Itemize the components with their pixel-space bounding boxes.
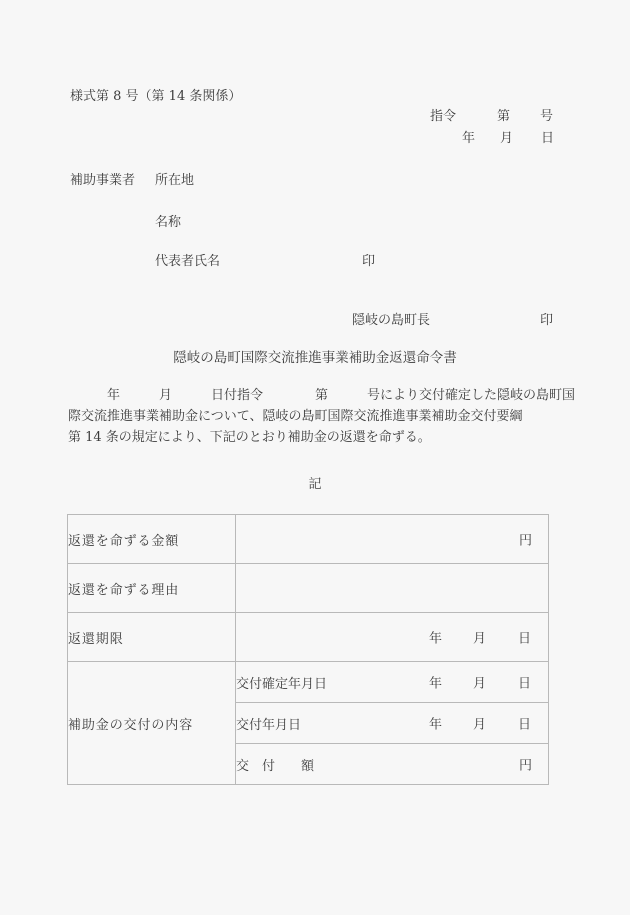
note-marker: 記	[308, 477, 322, 492]
body-line: 第 14 条の規定により、下記のとおり補助金の返還を命ずる。	[68, 430, 431, 445]
body-line: 際交流推進事業補助金について、隠岐の島町国際交流推進事業補助金交付要綱	[68, 409, 523, 424]
party-name-label: 名称	[155, 215, 182, 230]
row-value-grant-confirm-date[interactable]	[236, 662, 549, 703]
day-label: 日	[517, 676, 531, 692]
month-label: 月	[472, 717, 486, 733]
row-value-refund-amount[interactable]	[236, 515, 549, 564]
grant-amount-label: 交 付 額	[236, 758, 315, 774]
grant-date-label: 交付年月日	[236, 717, 302, 733]
row-label-grant-content: 補助金の交付の内容	[68, 662, 236, 785]
body-line: 年 月 日付指令 第 号により交付確定した隠岐の島町国	[68, 388, 576, 403]
order-number-label: 第	[497, 109, 511, 124]
header-day-label: 日	[541, 131, 555, 146]
currency-unit-label: 円	[518, 533, 532, 549]
row-value-grant-amount[interactable]	[236, 744, 549, 785]
document-title: 隠岐の島町国際交流推進事業補助金返還命令書	[173, 350, 457, 366]
year-label: 年	[428, 631, 442, 647]
day-label: 日	[517, 717, 531, 733]
grant-confirm-date-label: 交付確定年月日	[236, 676, 328, 692]
refund-details-table	[67, 514, 549, 785]
header-year-label: 年	[462, 131, 476, 146]
order-label: 指令	[430, 109, 457, 124]
day-label: 日	[517, 631, 531, 647]
table-row	[68, 662, 549, 703]
month-label: 月	[472, 631, 486, 647]
row-label-refund-deadline: 返還期限	[68, 613, 236, 662]
row-value-refund-reason[interactable]	[236, 564, 549, 613]
issuer-seal-marker: 印	[540, 313, 554, 328]
row-label-refund-reason: 返還を命ずる理由	[68, 564, 236, 613]
order-unit-label: 号	[540, 109, 554, 124]
year-label: 年	[428, 717, 442, 733]
party-seal-marker: 印	[362, 254, 376, 269]
party-address-label: 所在地	[155, 173, 195, 188]
form-number: 様式第 8 号（第 14 条関係）	[70, 89, 242, 104]
issuer-title: 隠岐の島町長	[352, 313, 431, 328]
row-label-refund-amount: 返還を命ずる金額	[68, 515, 236, 564]
table-row	[68, 613, 549, 662]
row-value-grant-date[interactable]	[236, 703, 549, 744]
year-label: 年	[428, 676, 442, 692]
party-label: 補助事業者	[70, 173, 136, 188]
party-representative-label: 代表者氏名	[155, 254, 221, 269]
header-month-label: 月	[500, 131, 514, 146]
month-label: 月	[472, 676, 486, 692]
table-row	[68, 515, 549, 564]
document-body	[68, 385, 576, 448]
currency-unit-label: 円	[518, 758, 532, 774]
table-row	[68, 564, 549, 613]
row-value-refund-deadline[interactable]	[236, 613, 549, 662]
